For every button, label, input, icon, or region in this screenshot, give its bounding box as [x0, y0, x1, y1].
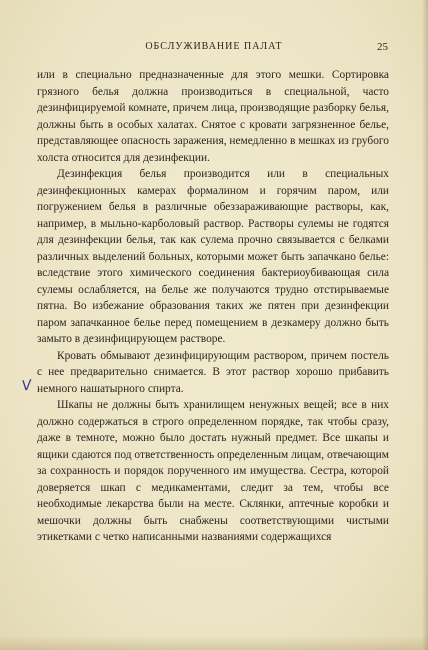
- body-text: [37, 67, 389, 546]
- running-title: ОБСЛУЖИВАНИЕ ПАЛАТ: [145, 41, 283, 52]
- page-bottom-shadow: [0, 636, 428, 650]
- margin-check-mark: V: [20, 377, 33, 395]
- page-number: 25: [377, 41, 388, 53]
- page-edge-shadow: [422, 0, 428, 650]
- paragraph: Шкапы не должны быть хранилищем ненужных вещей; все в них должно содержаться в строго определенном порядке, так чтобы сразу, даже в темноте, можно было достать нужный предмет. Все шкапы и ящики сдаются под ответственность определенным лицам, отвечающим за сохранность и порядок порученного им имущества. Сестра, которой доверяется шкап с медикаментами, следит за тем, чтобы все необходимые лекарства были на месте. Склянки, аптечные коробки и мешочки должны быть снабжены соответствующими чистыми этикетками с четко написанными названиями содержащихся: [37, 399, 389, 543]
- paragraph: Кровать обмывают дезинфицирующим раствором, причем постель с нее предварительно снимается. В этот раствор хорошо прибавить немного нашатырного спирта.: [37, 349, 389, 395]
- page-header: [40, 40, 388, 54]
- paragraph: Дезинфекция белья производится или в специальных дезинфекционных камерах формалином и горячим паром, или погружением белья в различные обеззараживающие растворы, как, например, в мыльно-карболовый раствор. Растворы сулемы не годятся для дезинфекции белья, так как сулема прочно связывается с белками различных выделений больных, которыми может быть запачкано белье: вследствие этого химического соединения бактериоубивающая сила сулемы ослабляется, на белье же получаются трудно отстирываемые пятна. Во избежание образования таких же пятен при дезинфекции паром запачканное белье перед помещением в дезкамеру должно быть замыто в дезинфицирующем растворе.: [37, 168, 389, 345]
- paragraph: или в специально предназначенные для этого мешки. Сортировка грязного белья должна производиться в специальной, часто дезинфицируемой комнате, причем лица, производящие разборку белья, должны быть в особых халатах. Снятое с кровати загрязненное белье, представляющее опасность заражения, немедленно в мешках из грубого холста относится для дезинфекции.: [37, 69, 389, 164]
